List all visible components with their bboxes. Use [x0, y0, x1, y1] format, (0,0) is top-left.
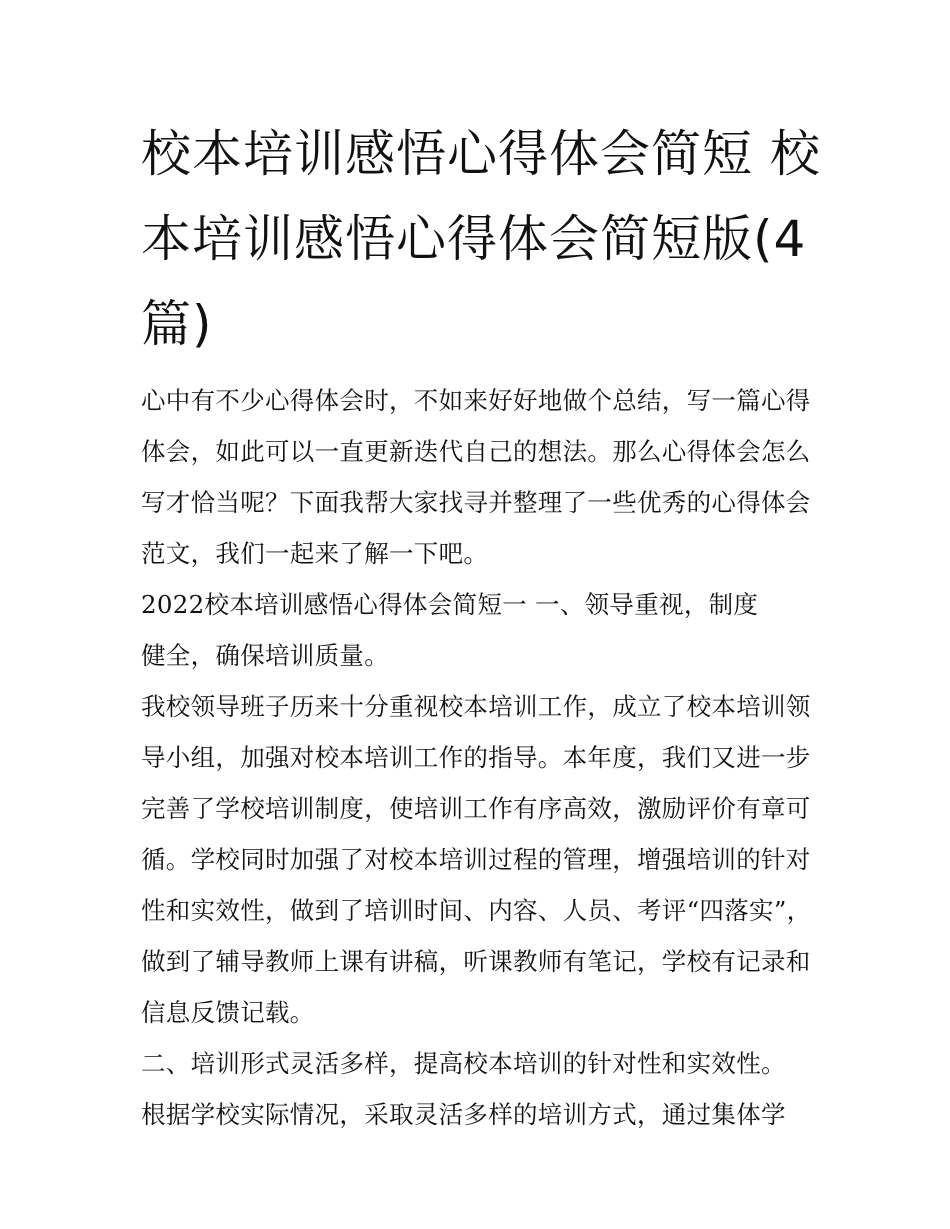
document-body: [141, 112, 821, 1140]
paragraph-training-methods: 根据学校实际情况，采取灵活多样的培训方式，通过集体学: [141, 1100, 786, 1129]
paragraph-section-two-heading: 二、培训形式灵活多样，提高校本培训的针对性和实效性。: [141, 1049, 786, 1078]
paragraph-intro: 心中有不少心得体会时，不如来好好地做个总结，写一篇心得体会，如此可以一直更新迭代自己的想法。那么心得体会怎么写才恰当呢？下面我帮大家找寻并整理了一些优秀的心得体会范文，我们一起来了解一下吧。: [141, 386, 811, 568]
paragraph-section-one-heading: 2022校本培训感悟心得体会简短一 一、领导重视，制度健全，确保培训质量。: [141, 590, 759, 670]
paragraph-leadership: 我校领导班子历来十分重视校本培训工作，成立了校本培训领导小组，加强对校本培训工作的指导。本年度，我们又进一步完善了学校培训制度，使培训工作有序高效，激励评价有章可循。学校同时加强了对校本培训过程的管理，增强培训的针对性和实效性，做到了培训时间、内容、人员、考评“四落实”，做到了辅导教师上课有讲稿，听课教师有笔记，学校有记录和信息反馈记载。: [141, 692, 812, 1027]
document-title: 校本培训感悟心得体会简短 校本培训感悟心得体会简短版(4篇): [141, 125, 821, 353]
